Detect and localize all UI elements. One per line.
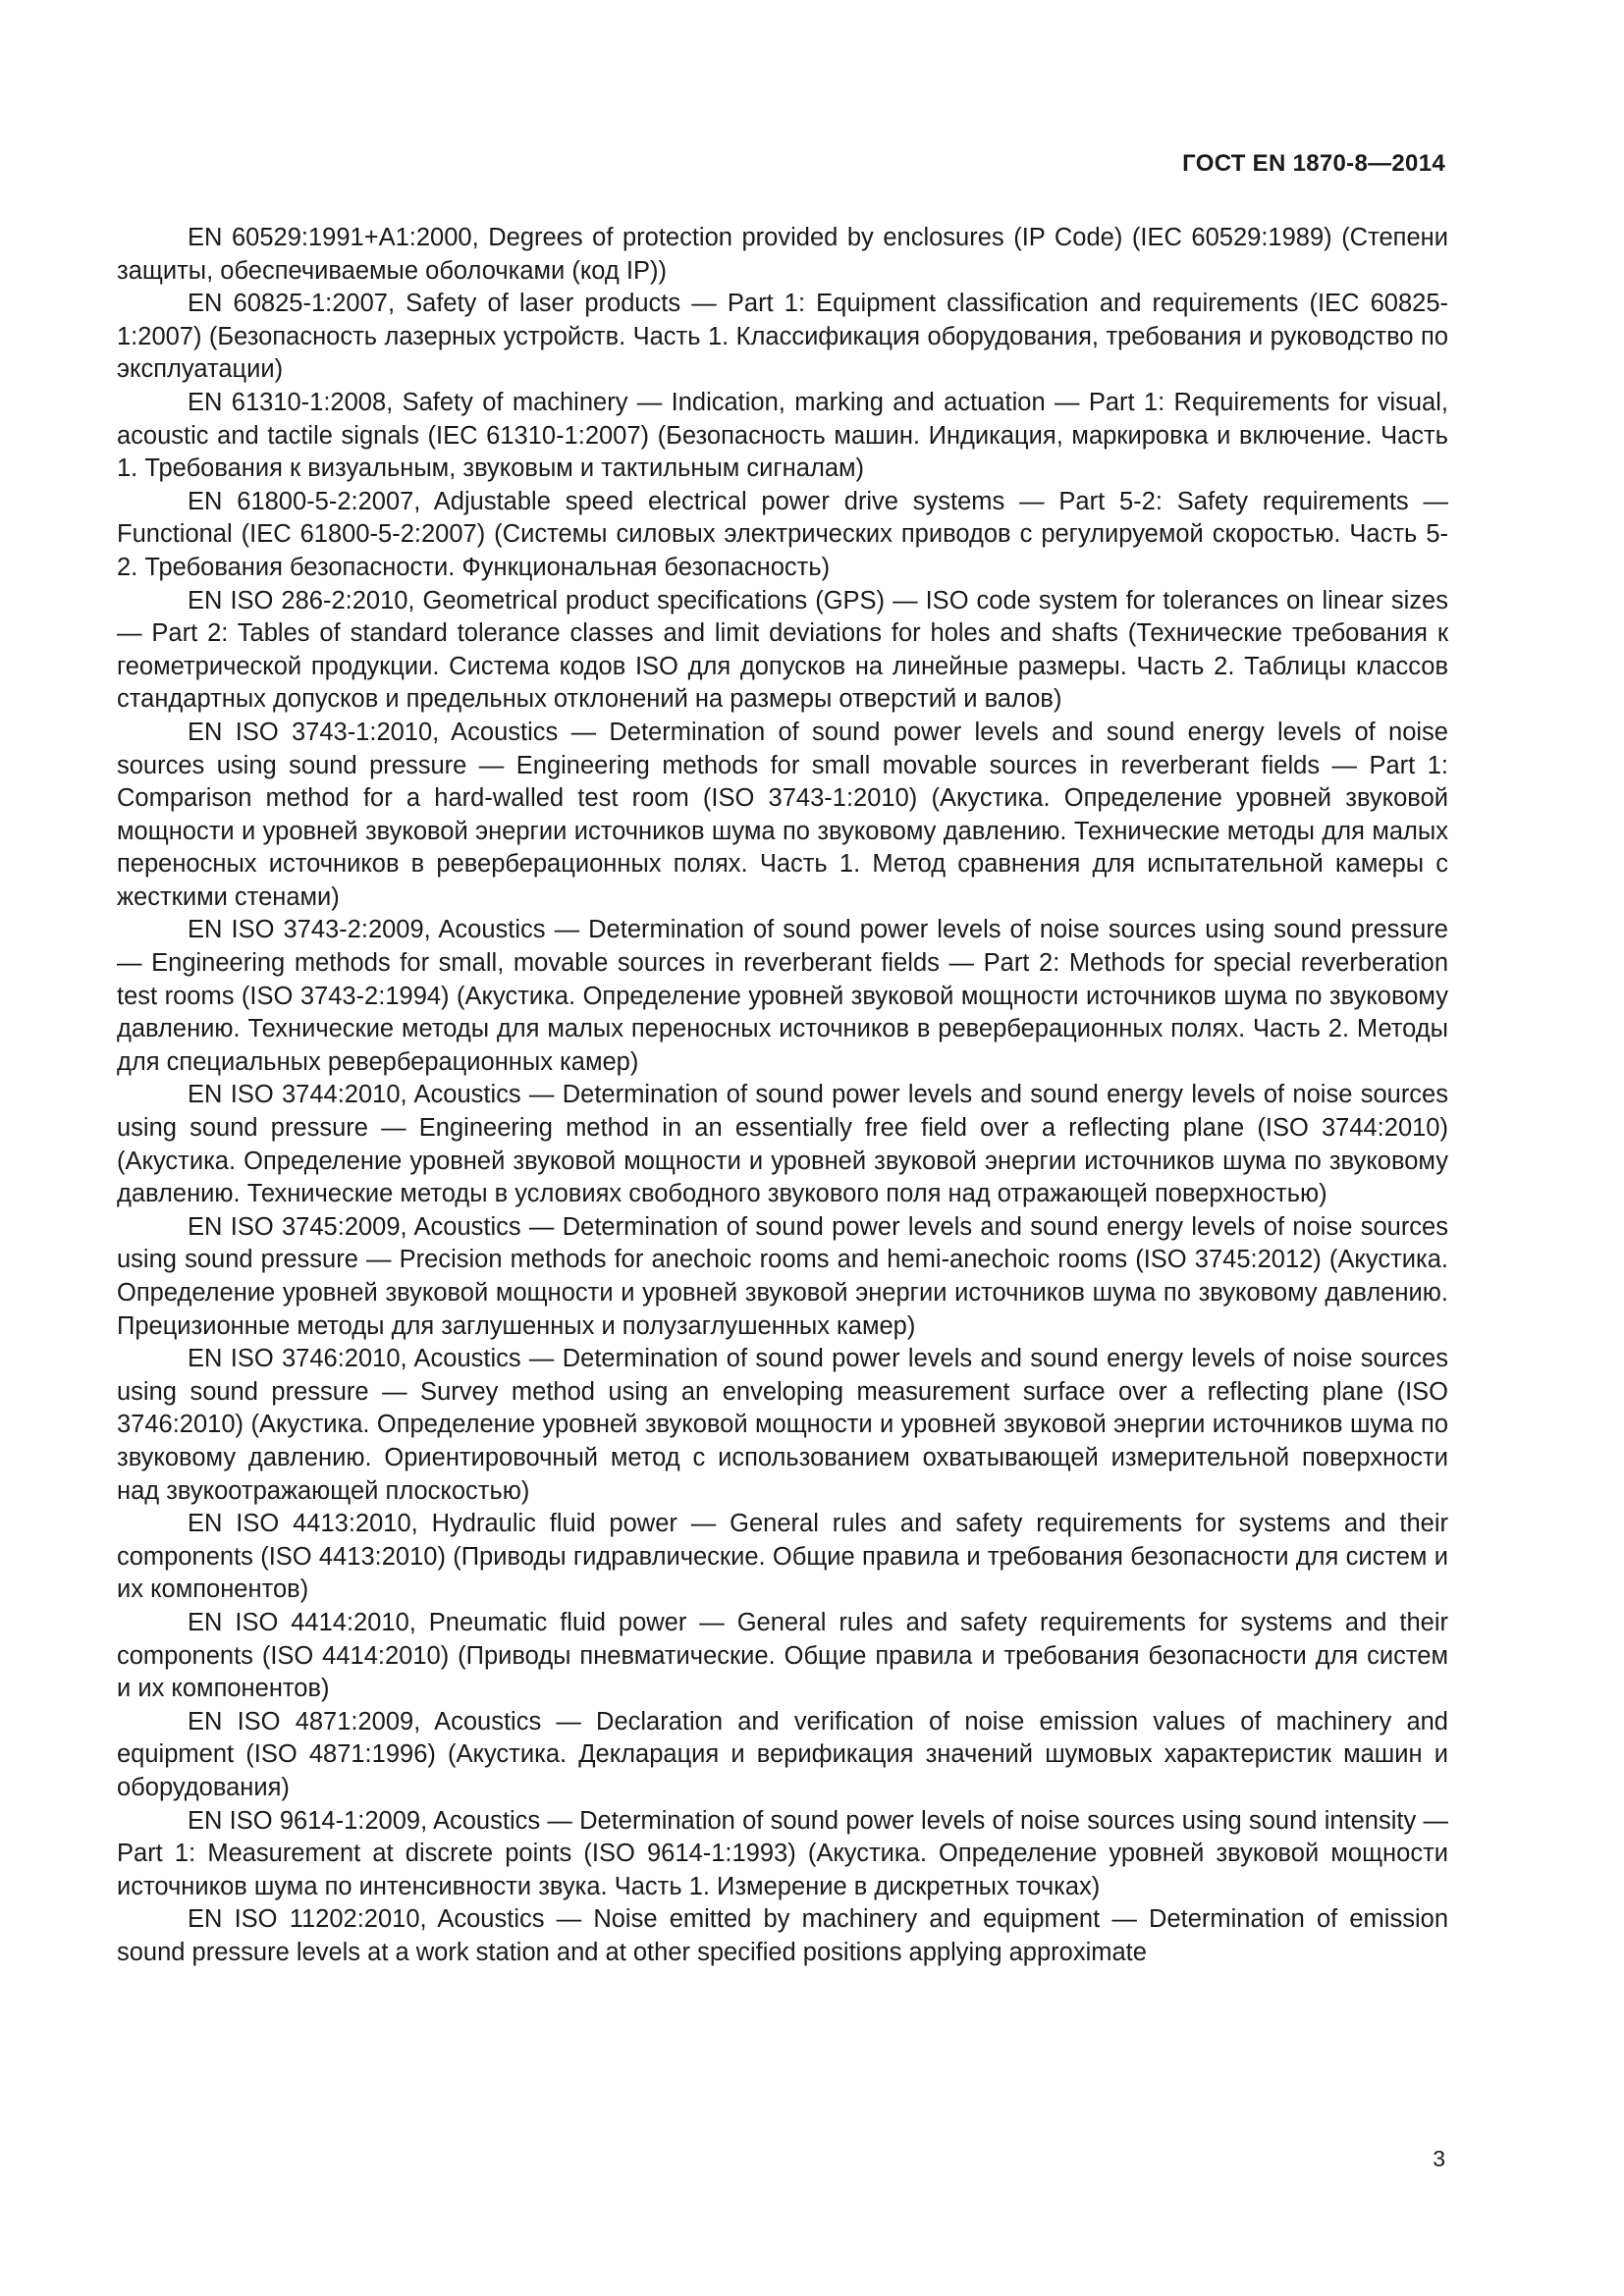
reference-entry: EN 60529:1991+A1:2000, Degrees of protection provided by enclosures (IP Code) (IEC 60529:1989) (Степени защиты, обеспечиваемые оболочками (код IP)) — [117, 224, 1448, 285]
page-number: 3 — [1433, 2146, 1445, 2171]
reference-entry: EN 61800-5-2:2007, Adjustable speed electrical power drive systems — Part 5-2: Safety requirements — Functional (IEC 61800-5-2:2007) (Системы силовых электрических приводов с регулируемой скоростью. Часть 5-2. Требования безопасности. Функциональная безопасность) — [117, 487, 1448, 581]
normative-references-body — [117, 222, 1448, 1969]
reference-entry: EN 60825-1:2007, Safety of laser products — Part 1: Equipment classification and requirements (IEC 60825-1:2007) (Безопасность лазерных устройств. Часть 1. Классификация оборудования, требования и руководство по эксплуатации) — [117, 290, 1448, 384]
reference-entry: EN ISO 4871:2009, Acoustics — Declaration and verification of noise emission values of machinery and equipment (ISO 4871:1996) (Акустика. Декларация и верификация значений шумовых характеристик машин и оборудования) — [117, 1707, 1448, 1801]
reference-entry: EN ISO 3745:2009, Acoustics — Determination of sound power levels and sound energy levels of noise sources using sound pressure — Precision methods for anechoic rooms and hemi-anechoic rooms (ISO 3745:2012) (Акустика. Определение уровней звуковой мощности и уровней звуковой энергии источников шума по звуковому давлению. Прецизионные методы для заглушенных и полузаглушенных камер) — [117, 1212, 1448, 1340]
reference-entry: EN ISO 4413:2010, Hydraulic fluid power — General rules and safety requirements for systems and their components (ISO 4413:2010) (Приводы гидравлические. Общие правила и требования безопасности для систем и их компонентов) — [117, 1510, 1448, 1604]
reference-entry: EN ISO 286-2:2010, Geometrical product specifications (GPS) — ISO code system for tolerances on linear sizes — Part 2: Tables of standard tolerance classes and limit deviations for holes and shafts (Технические требования к геометрической продукции. Система кодов ISO для допусков на линейные размеры. Часть 2. Таблицы классов стандартных допусков и предельных отклонений на размеры отверстий и валов) — [117, 586, 1448, 714]
document-header: ГОСТ EN 1870-8—2014 — [1182, 150, 1445, 177]
reference-entry: EN 61310-1:2008, Safety of machinery — Indication, marking and actuation — Part 1: Requirements for visual, acoustic and tactile signals (IEC 61310-1:2007) (Безопасность машин. Индикация, маркировка и включение. Часть 1. Требования к визуальным, звуковым и тактильным сигналам) — [117, 388, 1448, 483]
reference-entry: EN ISO 3744:2010, Acoustics — Determination of sound power levels and sound energy levels of noise sources using sound pressure — Engineering method in an essentially free field over a reflecting plane (ISO 3744:2010) (Акустика. Определение уровней звуковой мощности и уровней звуковой энергии источников шума по звуковому давлению. Технические методы в условиях свободного звукового поля над отражающей поверхностью) — [117, 1081, 1448, 1208]
reference-entry: EN ISO 3743-1:2010, Acoustics — Determination of sound power levels and sound energy levels of noise sources using sound pressure — Engineering methods for small movable sources in reverberant fields — Part 1: Comparison method for a hard-walled test room (ISO 3743-1:2010) (Акустика. Определение уровней звуковой мощности и уровней звуковой энергии источников шума по звуковому давлению. Технические методы для малых переносных источников в реверберационных полях. Часть 1. Метод сравнения для испытательной камеры с жесткими стенами) — [117, 718, 1448, 911]
reference-entry: EN ISO 9614-1:2009, Acoustics — Determination of sound power levels of noise sources using sound intensity — Part 1: Measurement at discrete points (ISO 9614-1:1993) (Акустика. Определение уровней звуковой мощности источников шума по интенсивности звука. Часть 1. Измерение в дискретных точках) — [117, 1806, 1448, 1900]
reference-entry: EN ISO 3746:2010, Acoustics — Determination of sound power levels and sound energy levels of noise sources using sound pressure — Survey method using an enveloping measurement surface over a reflecting plane (ISO 3746:2010) (Акустика. Определение уровней звуковой мощности и уровней звуковой энергии источников шума по звуковому давлению. Ориентировочный метод с использованием охватывающей измерительной поверхности над звукоотражающей плоскостью) — [117, 1345, 1448, 1505]
reference-entry: EN ISO 11202:2010, Acoustics — Noise emitted by machinery and equipment — Determination of emission sound pressure levels at a work station and at other specified positions applying approximate — [117, 1905, 1448, 1966]
reference-entry: EN ISO 3743-2:2009, Acoustics — Determination of sound power levels of noise sources using sound pressure — Engineering methods for small, movable sources in reverberant fields — Part 2: Methods for special reverberation test rooms (ISO 3743-2:1994) (Акустика. Определение уровней звуковой мощности источников шума по звуковому давлению. Технические методы для малых переносных источников в реверберационных полях. Часть 2. Методы для специальных реверберационных камер) — [117, 916, 1448, 1076]
reference-entry: EN ISO 4414:2010, Pneumatic fluid power — General rules and safety requirements for systems and their components (ISO 4414:2010) (Приводы пневматические. Общие правила и требования безопасности для систем и их компонентов) — [117, 1608, 1448, 1703]
